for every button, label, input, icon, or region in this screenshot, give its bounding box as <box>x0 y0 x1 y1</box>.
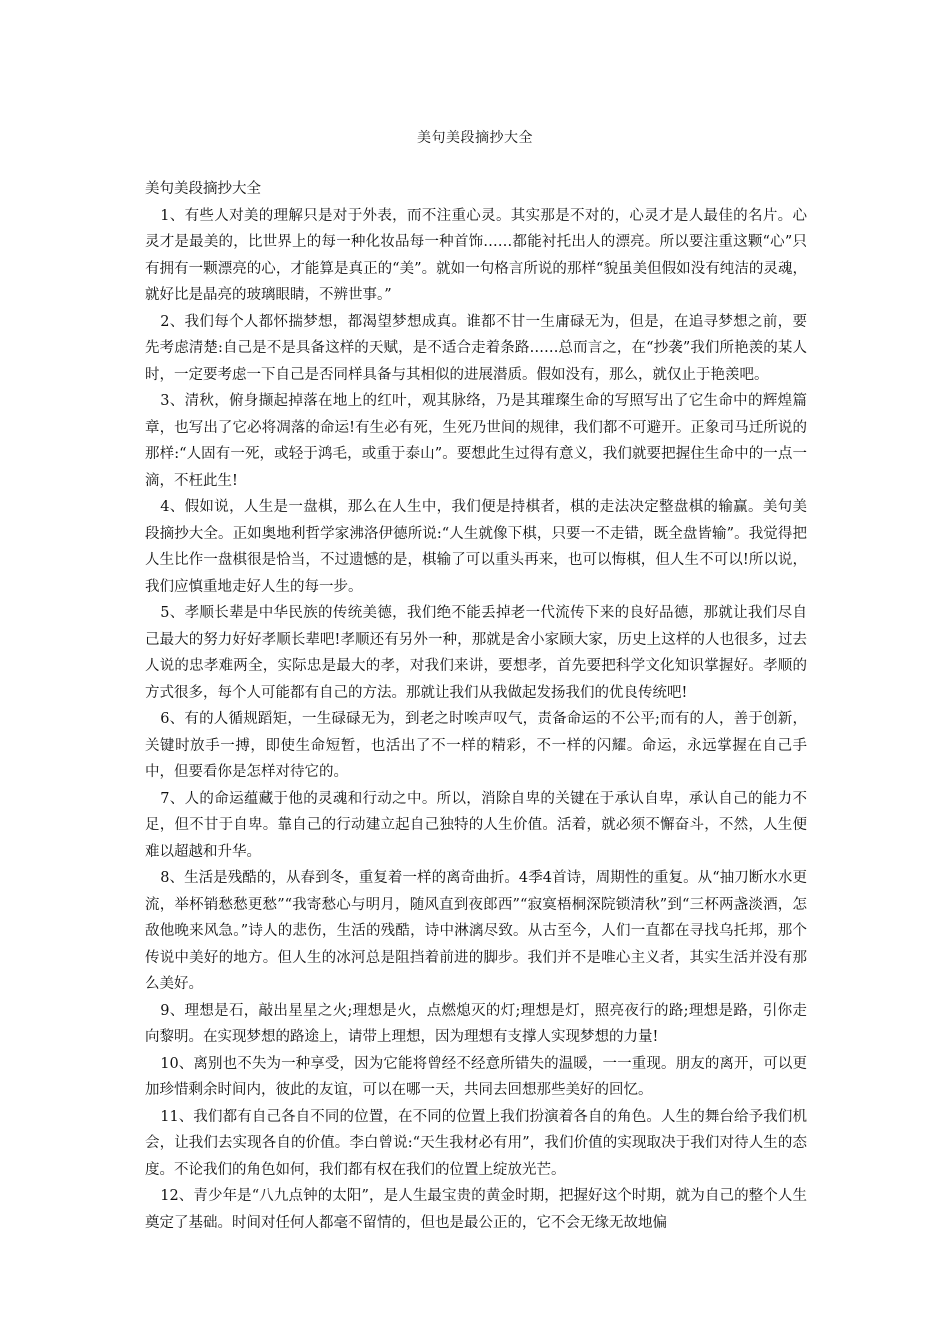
paragraph-12: 12、青少年是“八九点钟的太阳”，是人生最宝贵的黄金时期，把握好这个时期，就为自己的整个人生奠定了基础。时间对任何人都毫不留情的，但也是最公正的，它不会无缘无故地偏 <box>145 1188 807 1231</box>
paragraph-1: 1、有些人对美的理解只是对于外表，而不注重心灵。其实那是不对的，心灵才是人最佳的名片。心灵才是最美的，比世界上的每一种化妆品每一种首饰……都能衬托出人的漂亮。所以要注重这颗“心”只有拥有一颗漂亮的心，才能算是真正的“美”。就如一句格言所说的那样“貌虽美但假如没有纯洁的灵魂，就好比是晶亮的玻璃眼睛，不辨世事。” <box>145 207 807 303</box>
paragraph-11: 11、我们都有自己各自不同的位置，在不同的位置上我们扮演着各自的角色。人生的舞台给予我们机会，让我们去实现各自的价值。李白曾说:“天生我材必有用”，我们价值的实现取决于我们对待人生的态度。不论我们的角色如何，我们都有权在我们的位置上绽放光芒。 <box>145 1108 807 1178</box>
document-title: 美句美段摘抄大全 <box>417 130 533 146</box>
paragraph-7: 7、人的命运蕴藏于他的灵魂和行动之中。所以，消除自卑的关键在于承认自卑，承认自己的能力不足，但不甘于自卑。靠自己的行动建立起自己独特的人生价值。活着，就必须不懈奋斗，不然，人生便难以超越和升华。 <box>145 790 807 860</box>
paragraph-8: 8、生活是残酷的，从春到冬，重复着一样的离奇曲折。4季4首诗，周期性的重复。从“抽刀断水水更流，举杯销愁愁更愁”“我寄愁心与明月，随风直到夜郎西”“寂寞梧桐深院锁清秋”到“三杯两盏淡酒，怎敌他晚来风急。”诗人的悲伤，生活的残酷，诗中淋漓尽致。从古至今，人们一直都在寻找乌托邦，那个传说中美好的地方。但人生的冰河总是阻挡着前进的脚步。我们并不是唯心主义者，其实生活并没有那么美好。 <box>145 870 807 992</box>
paragraph-9: 9、理想是石，敲出星星之火;理想是火，点燃熄灭的灯;理想是灯，照亮夜行的路;理想是路，引你走向黎明。在实现梦想的路途上，请带上理想，因为理想有支撑人实现梦想的力量! <box>145 1002 807 1045</box>
paragraph-10: 10、离别也不失为一种享受，因为它能将曾经不经意所错失的温暖，一一重现。朋友的离开，可以更加珍惜剩余时间内，彼此的友谊，可以在哪一天，共同去回想那些美好的回忆。 <box>145 1055 807 1098</box>
paragraph-6: 6、有的人循规蹈矩，一生碌碌无为，到老之时唉声叹气，责备命运的不公平;而有的人，善于创新，关键时放手一搏，即使生命短暂，也活出了不一样的精彩，不一样的闪耀。命运，永远掌握在自己手中，但要看你是怎样对待它的。 <box>145 711 807 780</box>
paragraph-2: 2、我们每个人都怀揣梦想，都渴望梦想成真。谁都不甘一生庸碌无为，但是，在追寻梦想之前，要先考虑清楚:自己是不是具备这样的天赋，是不适合走着条路……总而言之，在“抄袭”我们所艳羡的某人时，一定要考虑一下自己是否同样具备与其相似的进展潜质。假如没有，那么，就仅止于艳羡吧。 <box>145 313 807 383</box>
paragraph-3: 3、清秋，俯身撷起掉落在地上的红叶，观其脉络，乃是其璀璨生命的写照写出了它生命中的辉煌篇章，也写出了它必将凋落的命运!有生必有死，生死乃世间的规律，我们都不可避开。正象司马迁所说的那样:“人固有一死，或轻于鸿毛，或重于泰山”。要想此生过得有意义，我们就要把握住生命中的一点一滴，不枉此生! <box>145 393 807 489</box>
document-body <box>145 176 807 1236</box>
paragraph-4: 4、假如说，人生是一盘棋，那么在人生中，我们便是持棋者，棋的走法决定整盘棋的输赢。美句美段摘抄大全。正如奥地利哲学家沸洛伊德所说:“人生就像下棋，只要一不走错，既全盘皆输”。我觉得把人生比作一盘棋很是恰当，不过遗憾的是，棋输了可以重头再来，也可以悔棋，但人生不可以!所以说，我们应慎重地走好人生的每一步。 <box>145 499 807 595</box>
document-subtitle: 美句美段摘抄大全 <box>145 181 261 197</box>
paragraph-5: 5、孝顺长辈是中华民族的传统美德，我们绝不能丢掉老一代流传下来的良好品德，那就让我们尽自己最大的努力好好孝顺长辈吧!孝顺还有另外一种，那就是舍小家顾大家，历史上这样的人也很多，过去人说的忠孝难两全，实际忠是最大的孝，对我们来讲，要想孝，首先要把科学文化知识掌握好。孝顺的方式很多，每个人可能都有自己的方法。那就让我们从我做起发扬我们的优良传统吧! <box>145 605 807 701</box>
